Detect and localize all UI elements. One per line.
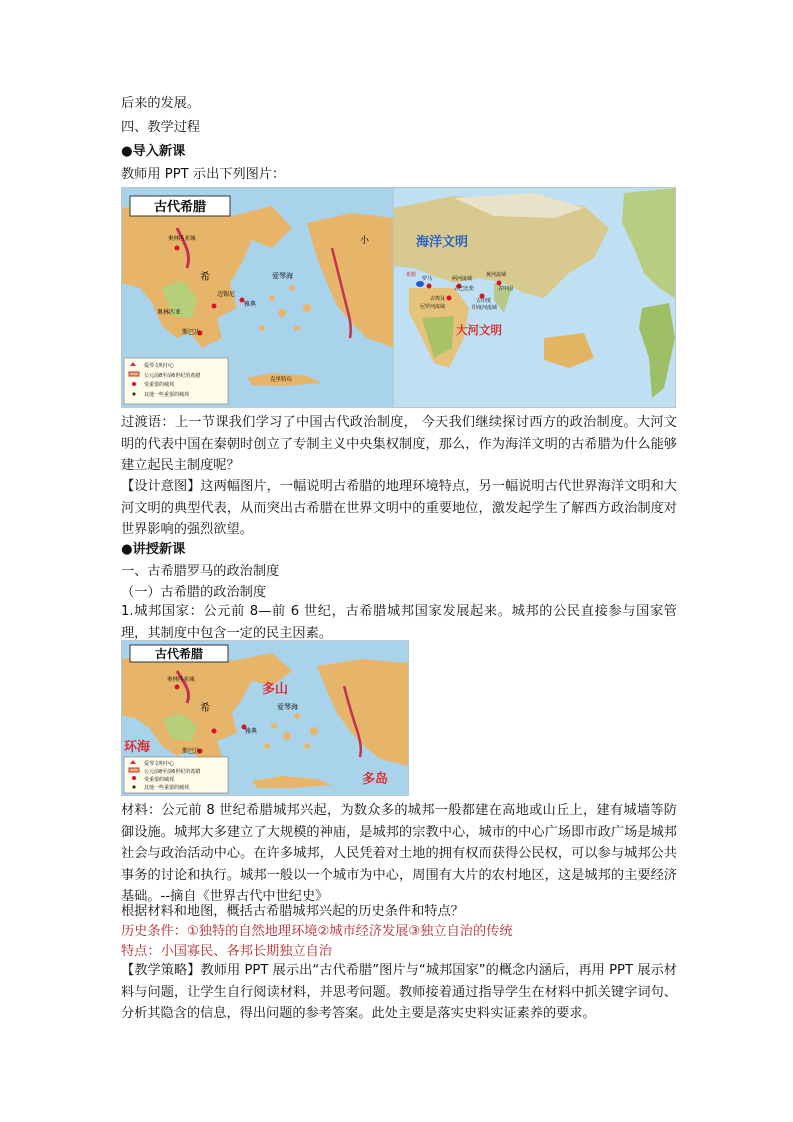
svg-text:希腊: 希腊: [406, 272, 417, 278]
svg-text:古巴比伦: 古巴比伦: [454, 286, 475, 292]
svg-text:爱琴文明中心: 爱琴文明中心: [144, 761, 175, 767]
greece-geography-map: [121, 640, 409, 796]
svg-text:印度河流域: 印度河流域: [472, 305, 498, 311]
ancient-greece-map: [121, 187, 395, 408]
question-line: 根据材料和地图，概括古希腊城邦兴起的历史条件和特点？: [121, 904, 464, 919]
map3-title: 古代希腊: [154, 647, 204, 661]
new-lesson-heading: ●讲授新课: [121, 542, 186, 557]
river-civ-label: 大河文明: [456, 323, 502, 337]
transition-paragraph: 过渡语：上一节课我们学习了中国古代政治制度， 今天我们继续探讨西方的政治制度。大河文明的代表中国在秦朝时创立了专制主义中央集权制度，那么，作为海洋文明的古希腊为什么能够建立起民主制度呢？: [121, 415, 677, 474]
svg-text:爱琴海: 爱琴海: [277, 703, 298, 711]
city-state-paragraph: 1.城邦国家：公元前 8—前 6 世纪，古希腊城邦国家发展起来。城邦的公民直接参与国家管理，其制度中包含一定的民主因素。: [121, 604, 677, 641]
svg-text:其他一些重要的城邦: 其他一些重要的城邦: [144, 785, 190, 791]
subheading-politics: 一、古希腊罗马的政治制度: [121, 564, 280, 579]
svg-text:尼罗河流域: 尼罗河流域: [420, 304, 446, 310]
svg-text:奥林匹亚城: 奥林匹亚城: [168, 236, 196, 242]
svg-text:古中国: 古中国: [498, 286, 514, 292]
svg-text:克里特岛: 克里特岛: [270, 377, 293, 383]
svg-text:斯巴达: 斯巴达: [182, 329, 201, 336]
teacher-ppt-line: 教师用 PPT 示出下列图片：: [121, 167, 286, 182]
material-paragraph: 材料：公元前 8 世纪希腊城邦兴起，为数众多的城邦一般都建在高地或山丘上，建有城墙等防御设施。城邦大多建立了大规模的神庙，是城邦的宗教中心，城市的中心广场即市政广场是城邦社会与政治活动中心。在许多城邦，人民凭着对土地的拥有权而获得公民权，可以参与城邦公共事务的讨论和执行。城邦一般以一个城市为中心，周围有大片的农村地区，这是城邦的主要经济基础。--摘自《世界古代中世纪史》: [121, 803, 677, 905]
sea-label: 环海: [124, 740, 151, 755]
svg-text:雅典: 雅典: [245, 728, 258, 735]
svg-text:公元前8至前6世纪的希腊: 公元前8至前6世纪的希腊: [144, 373, 201, 379]
svg-text:爱琴文明中心: 爱琴文明中心: [144, 363, 175, 369]
map1-title: 古代希腊: [153, 200, 207, 215]
svg-text:斯巴达: 斯巴达: [182, 748, 201, 755]
design-intent-paragraph: 【设计意图】这两幅图片，一幅说明古希腊的地理环境特点，另一幅说明古代世界海洋文明和大河文明的典型代表，从而突出古希腊在世界文明中的重要地位，激发起学生了解西方政治制度对世界影响的强烈欲望。: [121, 479, 677, 538]
svg-text:雅典: 雅典: [244, 301, 257, 308]
svg-text:罗马: 罗马: [422, 276, 433, 282]
svg-text:古印度: 古印度: [476, 298, 492, 304]
ocean-civ-label: 海洋文明: [416, 235, 469, 250]
conditions-answer: 历史条件：①独特的自然地理环境②城市经济发展③独立自治的传统: [121, 924, 513, 939]
features-answer: 特点：小国寡民、各邦长期独立自治: [121, 944, 332, 959]
svg-text:奥林匹亚: 奥林匹亚: [157, 309, 182, 316]
intro-heading: ●导入新课: [121, 144, 186, 159]
svg-text:受重要的城邦: 受重要的城邦: [144, 777, 175, 783]
svg-text:迈锡尼: 迈锡尼: [217, 291, 236, 298]
svg-text:其他一些重要的城邦: 其他一些重要的城邦: [144, 392, 190, 398]
world-civilization-map: [393, 187, 676, 408]
svg-text:黄河流域: 黄河流域: [486, 272, 507, 278]
svg-text:爱琴海: 爱琴海: [272, 272, 293, 280]
svg-text:古埃及: 古埃及: [430, 296, 446, 302]
island-label: 多岛: [362, 772, 389, 787]
svg-text:受重要的城邦: 受重要的城邦: [144, 382, 175, 388]
svg-text:奥林匹亚城: 奥林匹亚城: [167, 677, 195, 683]
svg-text:希: 希: [200, 703, 210, 714]
section-heading: 四、教学过程: [121, 120, 201, 135]
strategy-paragraph: 【教学策略】教师用 PPT 展示出“古代希腊”图片与“城邦国家”的概念内涵后，再用 PPT 展示材料与问题，让学生自行阅读材料，并思考问题。教师接着通过指导学生在材料中抓关键字词句、分析其隐含的信息，得出问题的参考答案。此处主要是落实史料实证素养的要求。: [121, 963, 677, 1022]
text-line-prev: 后来的发展。: [121, 96, 201, 111]
svg-text:希: 希: [200, 272, 210, 283]
svg-text:两河流域: 两河流域: [452, 276, 473, 282]
mountain-label: 多山: [262, 682, 289, 697]
subheading-greece: （一）古希腊的政治制度: [121, 585, 267, 600]
svg-text:公元前8至前6世纪的希腊: 公元前8至前6世纪的希腊: [144, 769, 201, 775]
svg-text:小: 小: [360, 236, 370, 246]
